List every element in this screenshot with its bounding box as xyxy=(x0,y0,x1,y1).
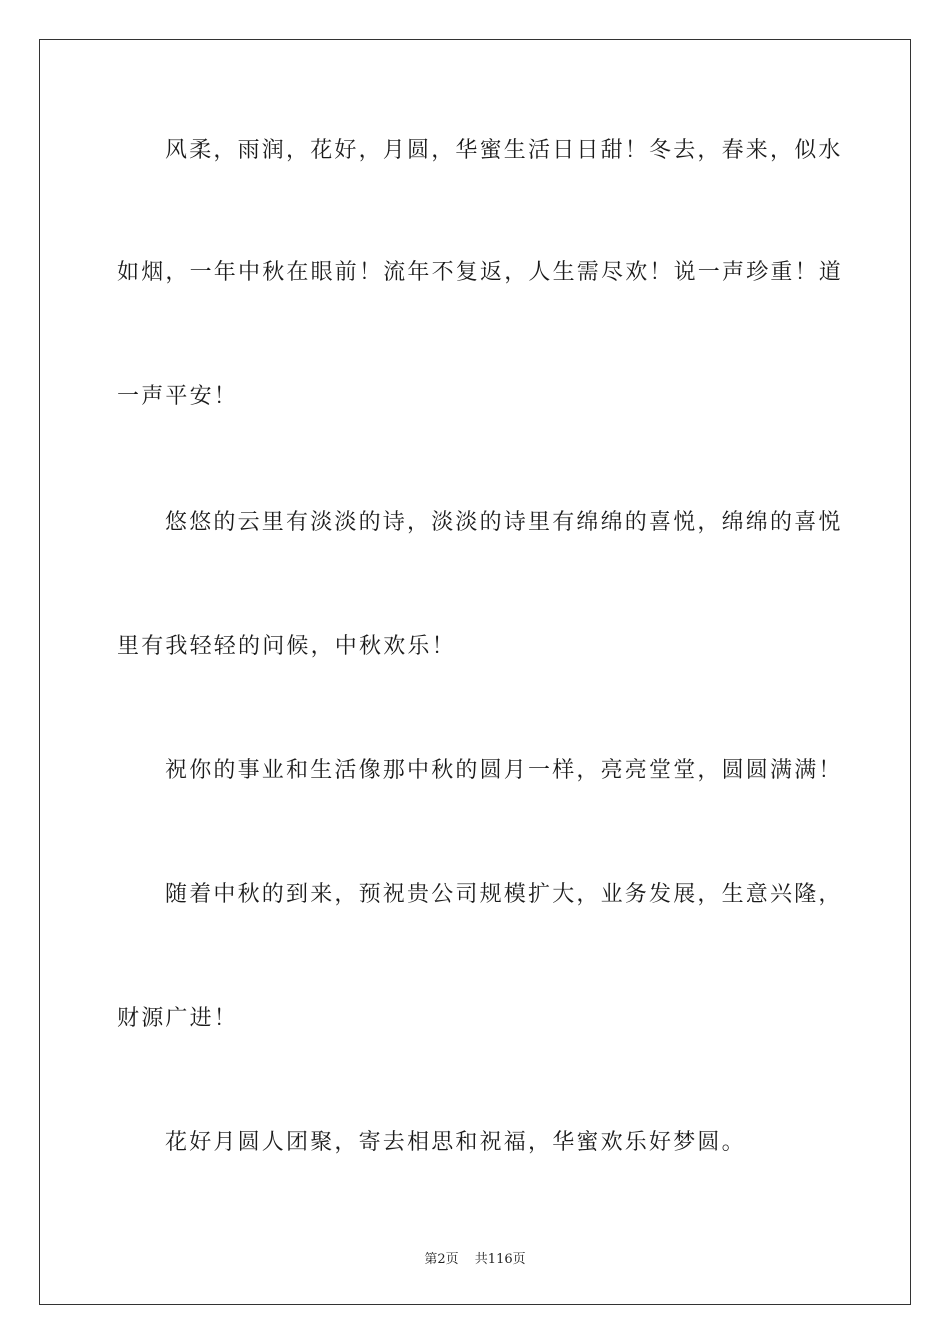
paragraph-line: 祝你的事业和生活像那中秋的圆月一样，亮亮堂堂，圆圆满满！ xyxy=(165,758,843,783)
paragraph-line: 随着中秋的到来，预祝贵公司规模扩大，业务发展，生意兴隆， xyxy=(165,882,843,907)
paragraph-line: 风柔，雨润，花好，月圆，华蜜生活日日甜！冬去，春来，似水 xyxy=(165,138,843,163)
page-footer xyxy=(0,1248,950,1267)
page-number: 第2页 xyxy=(424,1252,459,1267)
paragraph-line: 花好月圆人团聚，寄去相思和祝福，华蜜欢乐好梦圆。 xyxy=(165,1130,746,1155)
page-border xyxy=(39,39,911,1305)
paragraph-line: 财源广进！ xyxy=(117,1006,239,1031)
paragraph-line: 悠悠的云里有淡淡的诗，淡淡的诗里有绵绵的喜悦，绵绵的喜悦 xyxy=(165,510,843,535)
page-total: 共116页 xyxy=(474,1252,526,1267)
paragraph-line: 如烟，一年中秋在眼前！流年不复返，人生需尽欢！说一声珍重！道 xyxy=(117,260,844,285)
paragraph-line: 一声平安！ xyxy=(117,384,239,409)
paragraph-line: 里有我轻轻的问候，中秋欢乐！ xyxy=(117,634,456,659)
